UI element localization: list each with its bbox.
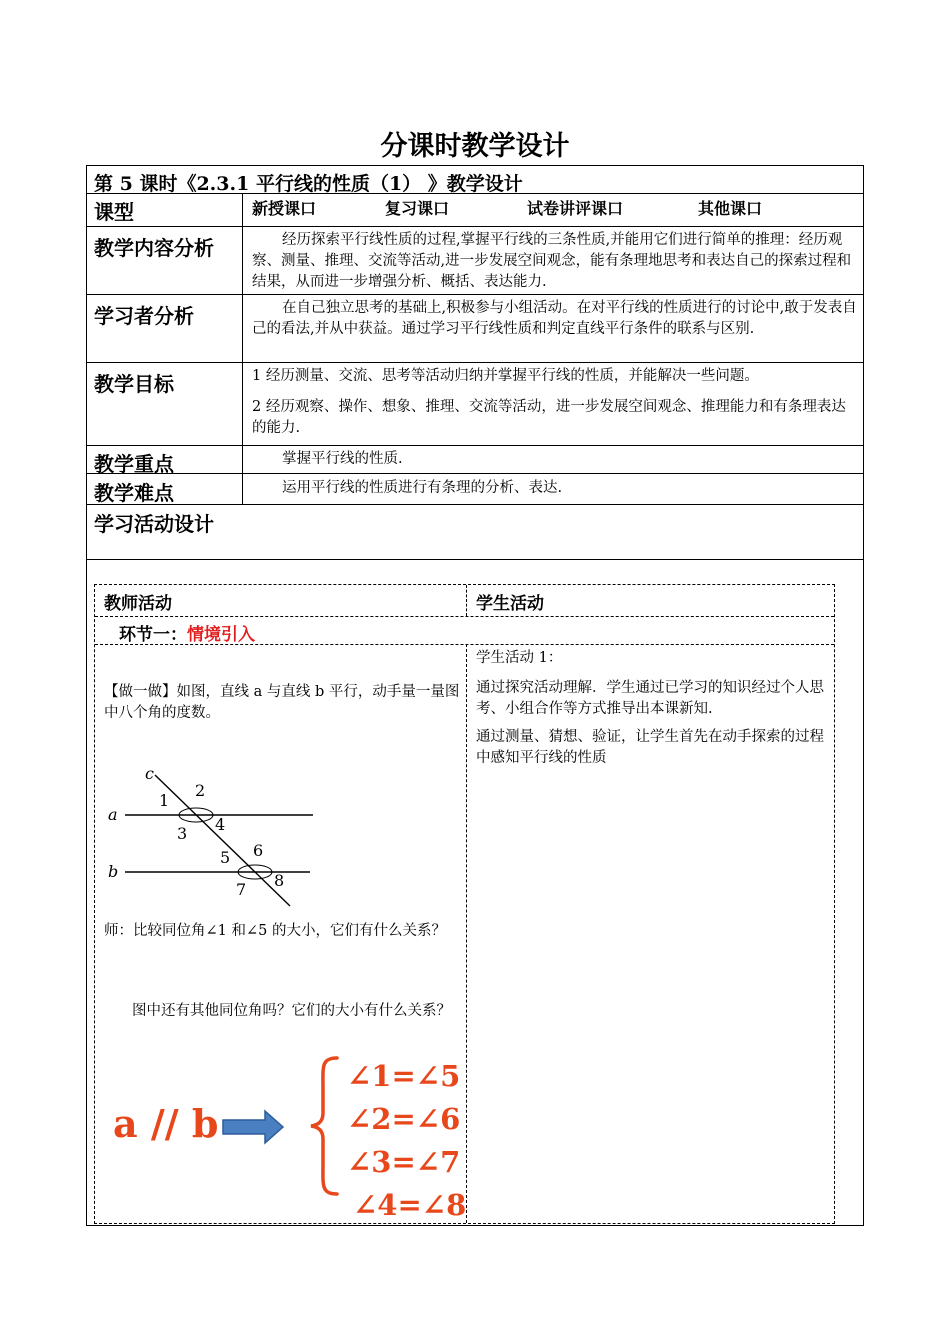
learner-analysis-text: 在自己独立思考的基础上,积极参与小组活动。在对平行线的性质进行的讨论中,敢于发表自己的看法,并从中获益。通过学习平行线性质和判定直线平行条件的联系与区别.	[252, 300, 857, 337]
equalities-list	[347, 1055, 466, 1227]
student-activity-title: 学生活动 1：	[476, 650, 563, 666]
equality-4: ∠4=∠8	[353, 1188, 467, 1222]
equality-1: ∠1=∠5	[347, 1059, 461, 1093]
teacher-question-1: 师：比较同位角∠1 和∠5 的大小，它们有什么关系？	[104, 923, 446, 939]
teacher-activity-header: 教师活动	[104, 594, 172, 614]
objective-2: 2 经历观察、操作、想象、推理、交流等活动，进一步发展空间观念、推理能力和有条理表达的能力.	[252, 399, 846, 436]
row-divider	[87, 559, 863, 560]
angle-3: 3	[177, 824, 188, 843]
option-new-lesson[interactable]: 新授课口	[252, 199, 317, 218]
objectives-label: 教学目标	[94, 372, 174, 396]
equality-3: ∠3=∠7	[347, 1145, 461, 1179]
angle-7: 7	[236, 880, 247, 899]
activity-table	[94, 584, 835, 1224]
angle-2: 2	[195, 781, 206, 800]
angle-6: 6	[253, 841, 264, 860]
angle-5: 5	[220, 848, 231, 867]
row-divider	[95, 616, 834, 617]
student-paragraph-2: 通过测量、猜想、验证，让学生首先在动手探索的过程中感知平行线的性质	[476, 729, 824, 766]
brace-shape	[311, 1058, 337, 1194]
label-b: b	[108, 862, 119, 881]
column-divider	[242, 193, 243, 504]
row-divider	[87, 294, 863, 295]
key-point-label: 教学重点	[94, 452, 174, 476]
option-exam-review-lesson[interactable]: 试卷讲评课口	[527, 199, 624, 218]
brace-icon	[307, 1055, 343, 1197]
premise-text: a // b	[113, 1101, 219, 1146]
column-divider	[466, 585, 467, 616]
row-divider	[87, 226, 863, 227]
label-c: c	[145, 764, 154, 783]
page-title: 分课时教学设计	[380, 131, 570, 162]
option-review-lesson[interactable]: 复习课口	[385, 199, 450, 218]
arrow-icon	[221, 1107, 287, 1147]
do-it-task: 【做一做】如图，直线 a 与直线 b 平行，动手量一量图中八个角的度数。	[104, 684, 460, 721]
lesson-title: 第 5 课时《2.3.1 平行线的性质（1） 》教学设计	[94, 173, 523, 195]
course-type-label: 课型	[94, 200, 134, 224]
row-divider	[87, 473, 863, 474]
activity-design-label: 学习活动设计	[94, 512, 214, 536]
arrow-shape	[223, 1111, 283, 1143]
learner-analysis-label: 学习者分析	[94, 304, 194, 328]
section-name: 情境引入	[187, 625, 255, 645]
section-prefix: 环节一：	[119, 625, 187, 645]
angle-8: 8	[274, 871, 285, 890]
equality-2: ∠2=∠6	[347, 1102, 461, 1136]
label-a: a	[108, 805, 118, 824]
parallel-lines-diagram	[95, 760, 335, 910]
difficulty-text: 运用平行线的性质进行有条理的分析、表达.	[282, 480, 563, 496]
objective-1: 1 经历测量、交流、思考等活动归纳并掌握平行线的性质，并能解决一些问题。	[252, 368, 759, 384]
content-analysis-label: 教学内容分析	[94, 236, 214, 260]
content-analysis-text: 经历探索平行线性质的过程,掌握平行线的三条性质,并能用它们进行简单的推理：经历观察、测量、推理、交流等活动,进一步发展空间观念，能有条理地思考和表达自己的探索过程和结果，从而进一步增强分析、概括、表达能力.	[252, 232, 852, 290]
angle-4: 4	[215, 815, 226, 834]
difficulty-label: 教学难点	[94, 481, 174, 505]
angle-1: 1	[159, 791, 170, 810]
student-activity-header: 学生活动	[476, 594, 544, 614]
row-divider	[87, 362, 863, 363]
section-heading	[119, 620, 255, 645]
row-divider	[87, 445, 863, 446]
row-divider	[87, 504, 863, 505]
row-divider	[87, 193, 863, 194]
teacher-question-2: 图中还有其他同位角吗？它们的大小有什么关系？	[132, 1003, 451, 1019]
option-other-lesson[interactable]: 其他课口	[698, 199, 763, 218]
line-c	[155, 775, 290, 906]
key-point-text: 掌握平行线的性质.	[282, 451, 403, 467]
student-paragraph-1: 通过探究活动理解．学生通过已学习的知识经过个人思考、小组合作等方式推导出本课新知.	[476, 680, 824, 717]
